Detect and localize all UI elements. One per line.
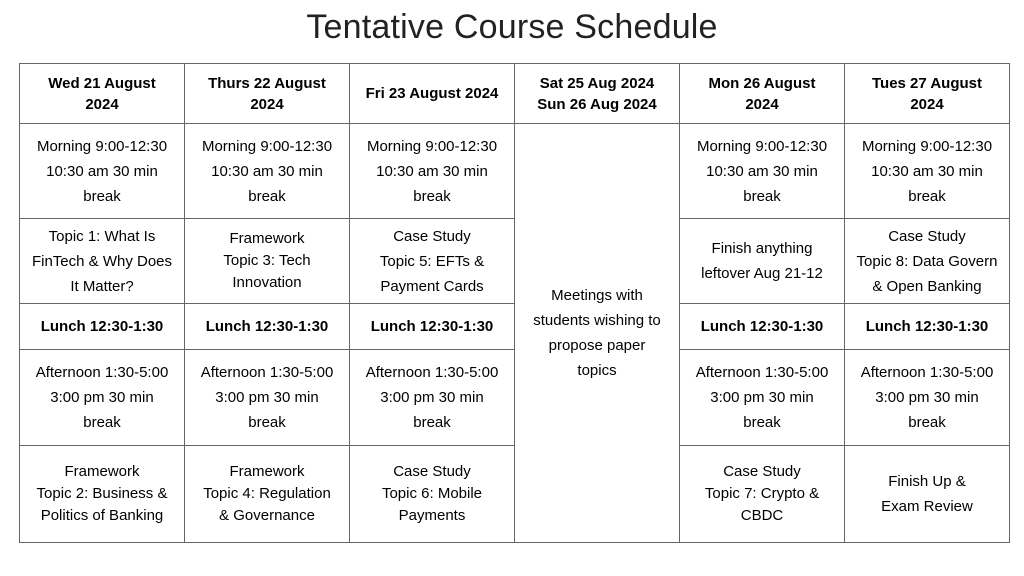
cell-line: Case Study: [888, 227, 966, 245]
cell-line: break: [413, 414, 451, 431]
cell-line: Case Study: [723, 463, 801, 480]
cell-line: break: [908, 187, 946, 205]
cell-line: Payment Cards: [380, 277, 484, 295]
cell-line: break: [248, 414, 286, 431]
cell-line: break: [248, 187, 286, 205]
lunch-cell-fri: Lunch 12:30-1:30: [350, 304, 515, 350]
cell-line: break: [908, 414, 946, 431]
cell-line: Case Study: [393, 463, 471, 480]
cell-line: Framework: [64, 463, 140, 480]
cell-line: 10:30 am 30 min: [46, 162, 158, 180]
morning-topic-mon: [680, 219, 845, 304]
cell-line: Topic 1: What Is: [48, 227, 156, 245]
cell-line: Topic 7: Crypto &: [704, 485, 820, 502]
cell-line: Topic 6: Mobile: [381, 485, 483, 502]
cell-line: & Open Banking: [872, 277, 982, 295]
cell-line: Afternoon 1:30-5:00: [365, 364, 499, 381]
header-line: Wed 21 August: [48, 74, 156, 92]
cell-line: 3:00 pm 30 min: [50, 389, 154, 406]
header-line: 2024: [745, 95, 779, 113]
header-mon: [680, 64, 845, 124]
header-line: Sun 26 Aug 2024: [537, 95, 657, 113]
cell-line: Topic 3: Tech: [223, 252, 311, 269]
header-line: Sat 25 Aug 2024: [539, 74, 655, 92]
cell-line: break: [83, 187, 121, 205]
cell-line: Morning 9:00-12:30: [36, 137, 168, 155]
header-line: Thurs 22 August: [208, 74, 326, 92]
morning-cell-tue: [845, 124, 1010, 219]
header-fri: [350, 64, 515, 124]
cell-line: leftover Aug 21-12: [701, 265, 823, 282]
afternoon-topic-wed: [20, 446, 185, 543]
cell-line: topics: [577, 362, 617, 379]
morning-cell-wed: [20, 124, 185, 219]
header-row: [20, 64, 1010, 124]
cell-line: Morning 9:00-12:30: [366, 137, 498, 155]
lunch-cell-tue: Lunch 12:30-1:30: [845, 304, 1010, 350]
header-tue: [845, 64, 1010, 124]
cell-line: propose paper: [548, 337, 646, 354]
cell-line: Payments: [398, 507, 466, 524]
header-line: 2024: [85, 95, 119, 113]
morning-topic-wed: [20, 219, 185, 304]
afternoon-cell-fri: [350, 350, 515, 446]
morning-topic-tue: [845, 219, 1010, 304]
morning-row: [20, 124, 1010, 219]
cell-line: Topic 8: Data Govern: [856, 252, 998, 270]
cell-line: break: [743, 414, 781, 431]
afternoon-cell-tue: [845, 350, 1010, 446]
cell-line: Framework: [229, 463, 305, 480]
cell-line: 3:00 pm 30 min: [875, 389, 979, 406]
weekend-cell: [515, 124, 680, 543]
cell-line: 10:30 am 30 min: [706, 162, 818, 180]
header-line: Tues 27 August: [871, 74, 983, 92]
morning-cell-mon: [680, 124, 845, 219]
cell-line: break: [83, 414, 121, 431]
cell-line: 10:30 am 30 min: [211, 162, 323, 180]
afternoon-cell-thu: [185, 350, 350, 446]
header-line: Fri 23 August 2024: [365, 85, 499, 102]
morning-cell-fri: [350, 124, 515, 219]
page-title: Tentative Course Schedule: [306, 8, 718, 46]
header-line: 2024: [910, 95, 944, 113]
cell-line: Morning 9:00-12:30: [861, 137, 993, 155]
cell-line: Framework: [229, 230, 305, 247]
cell-line: break: [743, 187, 781, 205]
cell-line: 3:00 pm 30 min: [380, 389, 484, 406]
cell-line: Topic 5: EFTs &: [379, 252, 485, 270]
cell-line: Morning 9:00-12:30: [201, 137, 333, 155]
cell-line: It Matter?: [70, 277, 134, 295]
cell-line: Innovation: [232, 274, 302, 291]
afternoon-cell-wed: [20, 350, 185, 446]
afternoon-cell-mon: [680, 350, 845, 446]
cell-line: break: [413, 187, 451, 205]
cell-line: Topic 4: Regulation: [203, 485, 331, 502]
lunch-cell-wed: Lunch 12:30-1:30: [20, 304, 185, 350]
header-line: Mon 26 August: [708, 74, 816, 92]
cell-line: Topic 2: Business &: [36, 485, 168, 502]
cell-line: & Governance: [219, 507, 315, 524]
cell-line: FinTech & Why Does: [31, 252, 173, 270]
lunch-cell-thu: Lunch 12:30-1:30: [185, 304, 350, 350]
header-thu: [185, 64, 350, 124]
cell-line: Finish anything: [711, 240, 813, 257]
cell-line: Exam Review: [881, 498, 973, 515]
cell-line: CBDC: [740, 507, 784, 524]
cell-line: Afternoon 1:30-5:00: [860, 364, 994, 381]
cell-line: Case Study: [393, 227, 471, 245]
morning-topic-fri: [350, 219, 515, 304]
cell-line: Politics of Banking: [40, 507, 164, 524]
afternoon-topic-mon: [680, 446, 845, 543]
morning-cell-thu: [185, 124, 350, 219]
cell-line: Morning 9:00-12:30: [696, 137, 828, 155]
cell-line: 10:30 am 30 min: [376, 162, 488, 180]
cell-line: Afternoon 1:30-5:00: [695, 364, 829, 381]
morning-topic-thu: [185, 219, 350, 304]
cell-line: Meetings with: [551, 287, 643, 304]
afternoon-topic-tue: [845, 446, 1010, 543]
cell-line: 3:00 pm 30 min: [710, 389, 814, 406]
cell-line: students wishing to: [533, 312, 661, 329]
cell-line: 10:30 am 30 min: [871, 162, 983, 180]
cell-line: Afternoon 1:30-5:00: [35, 364, 169, 381]
header-wed: [20, 64, 185, 124]
header-line: 2024: [250, 95, 284, 113]
afternoon-topic-thu: [185, 446, 350, 543]
cell-line: 3:00 pm 30 min: [215, 389, 319, 406]
cell-line: Afternoon 1:30-5:00: [200, 364, 334, 381]
header-weekend: [515, 64, 680, 124]
cell-line: Finish Up &: [888, 473, 966, 490]
afternoon-topic-fri: [350, 446, 515, 543]
lunch-cell-mon: Lunch 12:30-1:30: [680, 304, 845, 350]
schedule-table: [19, 63, 1010, 543]
